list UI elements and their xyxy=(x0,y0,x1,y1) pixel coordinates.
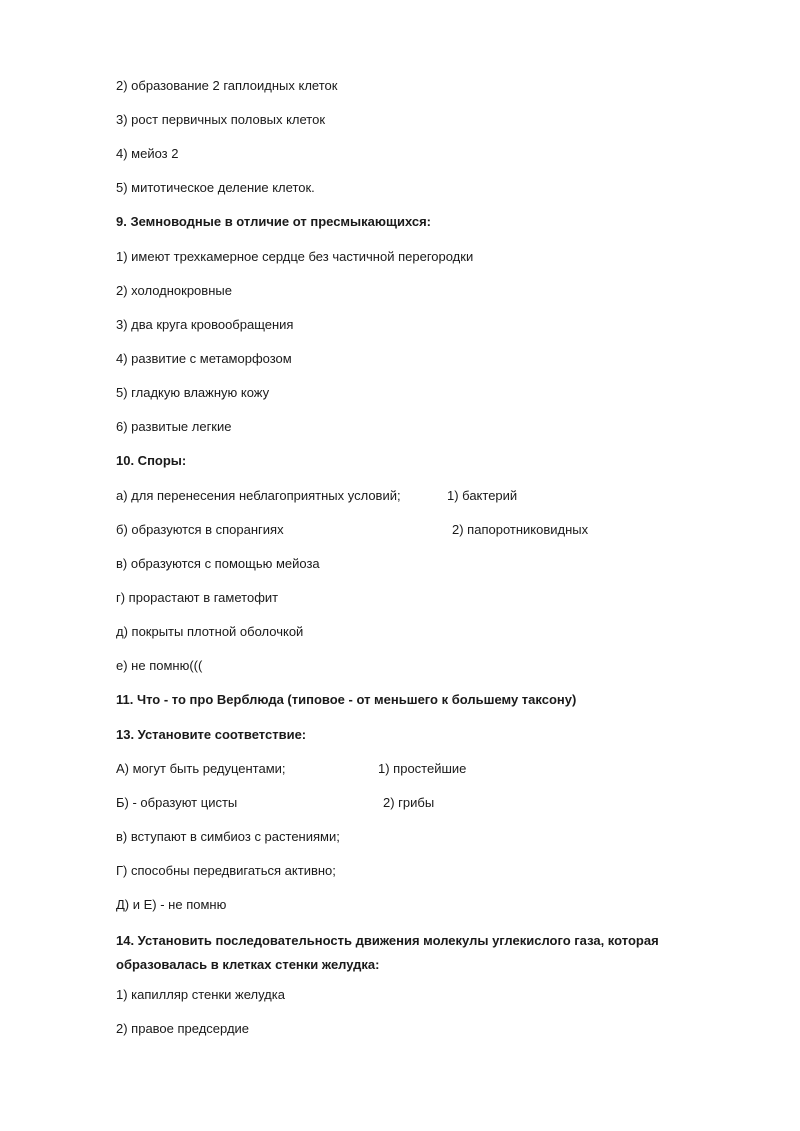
answer-option: в) вступают в симбиоз с растениями; xyxy=(116,829,340,844)
answer-option: д) покрыты плотной оболочкой xyxy=(116,624,304,639)
answer-option: б) образуются в спорангиях xyxy=(116,522,284,537)
answer-option: 5) митотическое деление клеток. xyxy=(116,180,315,195)
question-10-heading: 10. Споры: xyxy=(116,453,187,468)
answer-option: в) образуются с помощью мейоза xyxy=(116,556,320,571)
answer-option: Г) способны передвигаться активно; xyxy=(116,863,336,878)
answer-option: 2) правое предсердие xyxy=(116,1021,250,1036)
answer-option: 1) капилляр стенки желудка xyxy=(116,987,285,1002)
answer-option: 5) гладкую влажную кожу xyxy=(116,385,270,400)
question-13-heading: 13. Установите соответствие: xyxy=(116,727,307,742)
question-9-heading: 9. Земноводные в отличие от пресмыкающихся: xyxy=(116,214,431,229)
answer-option: 3) два круга кровообращения xyxy=(116,317,294,332)
answer-option: г) прорастают в гаметофит xyxy=(116,590,279,605)
question-11-heading: 11. Что - то про Верблюда (типовое - от меньшего к большему таксону) xyxy=(116,692,577,707)
answer-option: 6) развитые легкие xyxy=(116,419,232,434)
answer-option: 1) имеют трехкамерное сердце без частичной перегородки xyxy=(116,249,474,264)
match-option: 1) простейшие xyxy=(378,761,467,776)
answer-option: 3) рост первичных половых клеток xyxy=(116,112,326,127)
answer-option: А) могут быть редуцентами; xyxy=(116,761,286,776)
match-option: 2) папоротниковидных xyxy=(452,522,589,537)
answer-option: е) не помню((( xyxy=(116,658,203,673)
match-option: 2) грибы xyxy=(383,795,435,810)
question-14-heading: 14. Установить последовательность движения молекулы углекислого газа, которая образовалась в клетках стенки желудка: xyxy=(116,933,659,972)
answer-option: 2) образование 2 гаплоидных клеток xyxy=(116,78,338,93)
answer-option: 4) мейоз 2 xyxy=(116,146,179,161)
answer-option: Б) - образуют цисты xyxy=(116,795,238,810)
answer-option: 4) развитие с метаморфозом xyxy=(116,351,292,366)
answer-option: Д) и Е) - не помню xyxy=(116,897,227,912)
match-option: 1) бактерий xyxy=(447,488,518,503)
answer-option: а) для перенесения неблагоприятных условий; xyxy=(116,488,401,503)
answer-option: 2) холоднокровные xyxy=(116,283,232,298)
